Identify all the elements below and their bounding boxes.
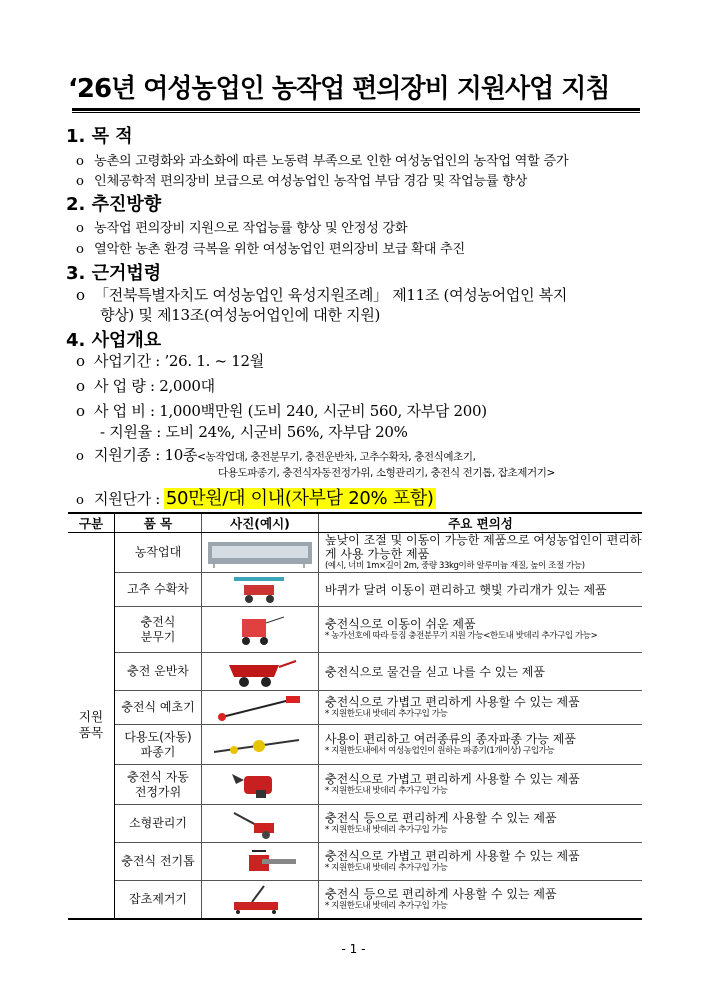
- item-photo: [202, 533, 319, 573]
- unit-price-item: o 지원단가 : 50만원/대 이내(자부담 20% 포함): [76, 488, 434, 509]
- chainsaw-icon: [204, 847, 316, 877]
- item-note: * 농가선호에 따라 등짐 충전분무기 지원 가능<한도내 밧데리 추가구입 가능>: [325, 631, 598, 641]
- budget-item: o 사 업 비 : 1,000백만원 (도비 240, 시군비 560, 자부담 200): [76, 402, 487, 420]
- item-desc-text: 바퀴가 달려 이동이 편리하고 햇빛 가리개가 있는 제품: [325, 582, 607, 597]
- item-photo: [202, 765, 319, 805]
- table-row: [68, 725, 642, 765]
- table-row: [68, 765, 642, 805]
- section-1-heading: 1. 목 적: [66, 126, 133, 147]
- section-2-item: o 농작업 편의장비 지원으로 작업능률 향상 및 안정성 강화: [76, 221, 408, 236]
- item-description: [319, 691, 643, 725]
- item-desc-text: 사용이 편리하고 여러종류의 종자파종 가능 제품: [325, 732, 576, 746]
- header-category: 구분: [68, 513, 115, 533]
- item-photo: [202, 607, 319, 653]
- work-table-icon: [204, 538, 316, 568]
- item-desc-text: 충전식으로 가볍고 편리하게 사용할 수 있는 제품: [325, 695, 580, 709]
- unit-price-highlight: 50만원/대 이내(자부담 20% 포함): [165, 488, 434, 509]
- table-row: [68, 607, 642, 653]
- table-row: [68, 843, 642, 881]
- section-1-item: o 농촌의 고령화와 과소화에 따른 노동력 부족으로 인한 여성농업인의 농작업 역할 증가: [76, 154, 569, 169]
- item-name: 충전식 자동 전정가위: [115, 765, 202, 805]
- section-4-heading: 4. 사업개요: [66, 330, 162, 351]
- rate-item: - 지원율 : 도비 24%, 시군비 56%, 자부담 20%: [100, 423, 408, 441]
- item-photo: [202, 573, 319, 607]
- item-photo: [202, 843, 319, 881]
- table-row: [68, 881, 642, 919]
- support-items-table: [68, 512, 642, 920]
- section-3-item-cont: 향상) 및 제13조(여성농어업인에 대한 지원): [100, 306, 381, 324]
- item-desc-text: 충전식 등으로 편리하게 사용할 수 있는 제품: [325, 811, 557, 825]
- types-item-cont: 다용도파종기, 충전식자동전정가위, 소형관리기, 충전식 전기톱, 잡초제거기>: [218, 467, 555, 479]
- types-item: o 지원기종 : 10종<농작업대, 충전분무기, 충전운반차, 고추수확차, 충전식예초기,: [76, 446, 476, 464]
- item-name: 충전식 분무기: [115, 607, 202, 653]
- item-description: [319, 805, 643, 843]
- item-name: 충전식 예초기: [115, 691, 202, 725]
- item-description: [319, 607, 643, 653]
- item-name: 소형관리기: [115, 805, 202, 843]
- item-note: * 지원한도내 밧데리 추가구입 가능: [325, 900, 448, 911]
- table-row: [68, 573, 642, 607]
- group-label: 지원 품목: [68, 533, 115, 919]
- item-note: * 지원한도내 밧데리 추가구입 가능: [325, 786, 448, 796]
- page-title: ‘26년 여성농업인 농작업 편의장비 지원사업 지침: [68, 74, 610, 104]
- pepper-cart-icon: [204, 575, 316, 605]
- item-description: [319, 725, 643, 765]
- item-name: 농작업대: [115, 533, 202, 573]
- item-description: [319, 881, 643, 919]
- item-photo: [202, 805, 319, 843]
- item-description: [319, 533, 643, 573]
- item-desc-text: 높낮이 조절 및 이동이 가능한 제품으로 여성농업인이 편리하게 사용 가능한 제품: [325, 533, 642, 561]
- item-photo: [202, 653, 319, 691]
- header-convenience: 주요 편의성: [319, 513, 643, 533]
- seeder-icon: [204, 730, 316, 760]
- item-name: 충전 운반차: [115, 653, 202, 691]
- section-2-heading: 2. 추진방향: [66, 194, 162, 215]
- quantity-item: o 사 업 량 : 2,000대: [76, 377, 215, 395]
- carrier-icon: [204, 657, 316, 687]
- item-name: 충전식 전기톱: [115, 843, 202, 881]
- item-name: 다용도(자동) 파종기: [115, 725, 202, 765]
- header-item: 품 목: [115, 513, 202, 533]
- sprayer-icon: [204, 615, 316, 645]
- item-desc-text: 충전식으로 물건을 싣고 나를 수 있는 제품: [325, 664, 545, 679]
- section-3-heading: 3. 근거법령: [66, 263, 162, 284]
- section-3-item: o 「전북특별자치도 여성농업인 육성지원조례」 제11조 (여성농어업인 복지: [76, 286, 568, 304]
- cultivator-icon: [204, 809, 316, 839]
- title-underline: [72, 108, 640, 111]
- trimmer-icon: [204, 693, 316, 723]
- item-description: [319, 573, 643, 607]
- table-row: [68, 691, 642, 725]
- item-photo: [202, 881, 319, 919]
- item-note: * 지원한도내에서 여성농업인이 원하는 파종기(1개이상) 구입가능: [325, 746, 555, 756]
- page-number: - 1 -: [341, 942, 366, 956]
- section-2-item: o 열악한 농촌 환경 극복을 위한 여성농업인 편의장비 보급 확대 추진: [76, 242, 465, 257]
- item-description: [319, 653, 643, 691]
- item-desc-text: 충전식으로 이동이 쉬운 제품: [325, 617, 476, 631]
- item-photo: [202, 725, 319, 765]
- item-desc-text: 충전식 등으로 편리하게 사용할 수 있는 제품: [325, 886, 557, 901]
- table-row: [68, 805, 642, 843]
- item-note: * 지원한도내 밧데리 추가구입 가능: [325, 825, 448, 835]
- header-photo: 사진(예시): [202, 513, 319, 533]
- section-1-item: o 인체공학적 편의장비 보급으로 여성농업인 농작업 부담 경감 및 작업능률 향상: [76, 174, 528, 189]
- item-photo: [202, 691, 319, 725]
- item-description: [319, 843, 643, 881]
- period-item: o 사업기간 : ’26. 1. ~ 12월: [76, 352, 264, 370]
- item-desc-text: 충전식으로 가볍고 편리하게 사용할 수 있는 제품: [325, 849, 580, 863]
- item-note: (예시, 너비 1m×길이 2m, 중량 33kg이하 알루미늄 재질, 높이 조절 가능): [325, 561, 585, 571]
- item-description: [319, 765, 643, 805]
- item-note: * 지원한도내 밧데리 추가구입 가능: [325, 863, 448, 873]
- pruner-icon: [204, 770, 316, 800]
- title-underline-thin: [72, 112, 640, 113]
- table-row: [68, 533, 642, 573]
- table-row: [68, 653, 642, 691]
- table-header-row: [68, 513, 642, 533]
- item-name: 잡초제거기: [115, 881, 202, 919]
- item-name: 고추 수확차: [115, 573, 202, 607]
- item-desc-text: 충전식으로 가볍고 편리하게 사용할 수 있는 제품: [325, 772, 580, 786]
- item-note: * 지원한도내 밧데리 추가구입 가능: [325, 709, 448, 719]
- weeder-icon: [204, 884, 316, 914]
